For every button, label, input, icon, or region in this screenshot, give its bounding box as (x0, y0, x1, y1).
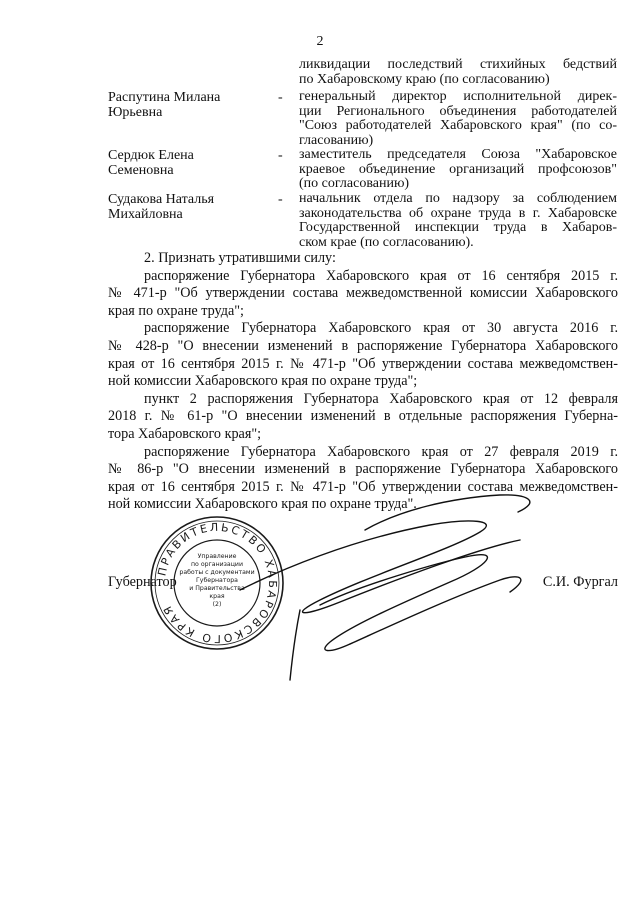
page-number: 2 (316, 34, 324, 49)
paragraph-line: ной комиссии Хабаровского края по охране труда". (108, 496, 417, 513)
member-name-line: Сердюк Елена (108, 148, 194, 163)
member-dash: - (278, 90, 283, 105)
paragraph-line: № 86-р "О внесении изменений в распоряжение Губернатора Хабаровского (108, 461, 618, 478)
member-role-line: генеральный директор исполнительной дирек- (299, 89, 617, 104)
paragraph-line: пункт 2 распоряжения Губернатора Хабаровского края от 12 февраля (144, 390, 618, 407)
member-name-line: Юрьевна (108, 105, 163, 120)
member-role-line: ском крае (по согласованию). (299, 234, 474, 250)
handwritten-signature (197, 470, 570, 690)
member-name (108, 192, 278, 222)
member-role (299, 90, 617, 148)
stamp-ring-text: ПРАВИТЕЛЬСТВО ХАБАРОВСКОГО КРАЯ (155, 520, 280, 646)
signatory-name: С.И. Фургал (542, 574, 618, 590)
member-role (299, 192, 617, 250)
member-role-line: начальник отдела по надзору за соблюдением (299, 191, 617, 206)
member-name (108, 148, 278, 178)
continuation-line: ликвидации последствий стихийных бедствий (299, 57, 617, 72)
continuation-line: по Хабаровскому краю (по согласованию) (299, 71, 550, 87)
member-name-line: Судакова Наталья (108, 192, 215, 207)
paragraph-line: распоряжение Губернатора Хабаровского края от 27 февраля 2019 г. (144, 443, 618, 460)
member-role-line: Государственной инспекции труда в Хабаров- (299, 220, 617, 235)
member-role-line: краевое объединение организаций профсоюзов" (299, 161, 617, 177)
member-role-line: ции Регионального объединения работодателей (299, 103, 617, 119)
paragraph-line: края от 16 сентября 2015 г. № 471-р "Об утверждении состава межведомствен- (108, 355, 618, 372)
stamp-inner-line: Управление (197, 553, 237, 560)
repeal-paragraph (108, 320, 618, 390)
member-name-line: Семеновна (108, 163, 174, 178)
signature-stroke (240, 521, 520, 613)
member-role-line: (по согласованию) (299, 176, 410, 191)
member-name-line: Михайловна (108, 207, 183, 222)
member-dash: - (278, 192, 283, 207)
paragraph-line: тора Хабаровского края"; (108, 425, 262, 442)
member-name (108, 90, 278, 120)
stamp-inner-line: Губернатора (196, 577, 238, 584)
paragraph-line: распоряжение Губернатора Хабаровского края от 16 сентября 2015 г. (144, 267, 618, 284)
signatory-title: Губернатор (108, 574, 177, 590)
paragraph-line: распоряжение Губернатора Хабаровского края от 30 августа 2016 г. (144, 320, 618, 337)
section-heading: 2. Признать утратившими силу: (144, 250, 336, 266)
stamp-inner-line: (2) (212, 601, 222, 608)
member-role-line: гласованию) (299, 132, 374, 148)
paragraph-line: № 428-р "О внесении изменений в распоряжение Губернатора Хабаровского (108, 337, 618, 354)
signature-stroke (320, 555, 487, 651)
paragraph-line: ной комиссии Хабаровского края по охране труда"; (108, 373, 418, 390)
member-dash: - (278, 148, 283, 163)
signature-stroke (350, 577, 521, 644)
paragraph-line: № 471-р "Об утверждении состава межведомственной комиссии Хабаровского (108, 285, 618, 302)
signature-stroke (290, 610, 300, 680)
member-role-line: "Союз работодателей Хабаровского края" (по со- (299, 118, 617, 133)
stamp-inner-line: по организации (191, 561, 243, 568)
member-role-line: заместитель председателя Союза "Хабаровское (299, 147, 617, 162)
paragraph-line: края по охране труда"; (108, 302, 244, 319)
paragraph-line: 2018 г. № 61-р "О внесении изменений в отдельные распоряжения Губерна- (108, 408, 618, 425)
stamp-inner-line: и Правительства (189, 585, 245, 592)
stamp-inner-line: работы с документами (179, 569, 255, 576)
paragraph-line: края от 16 сентября 2015 г. № 471-р "Об утверждении состава межведомствен- (108, 478, 618, 495)
stamp-inner-line: края (209, 593, 225, 600)
continuation-text (299, 58, 617, 87)
repeal-paragraph (108, 391, 618, 444)
member-name-line: Распутина Милана (108, 90, 221, 105)
member-role-line: законодательства об охране труда в г. Хабаровске (299, 205, 617, 221)
member-role (299, 148, 617, 192)
signature-stroke (365, 495, 530, 530)
repeal-paragraph (108, 268, 618, 321)
